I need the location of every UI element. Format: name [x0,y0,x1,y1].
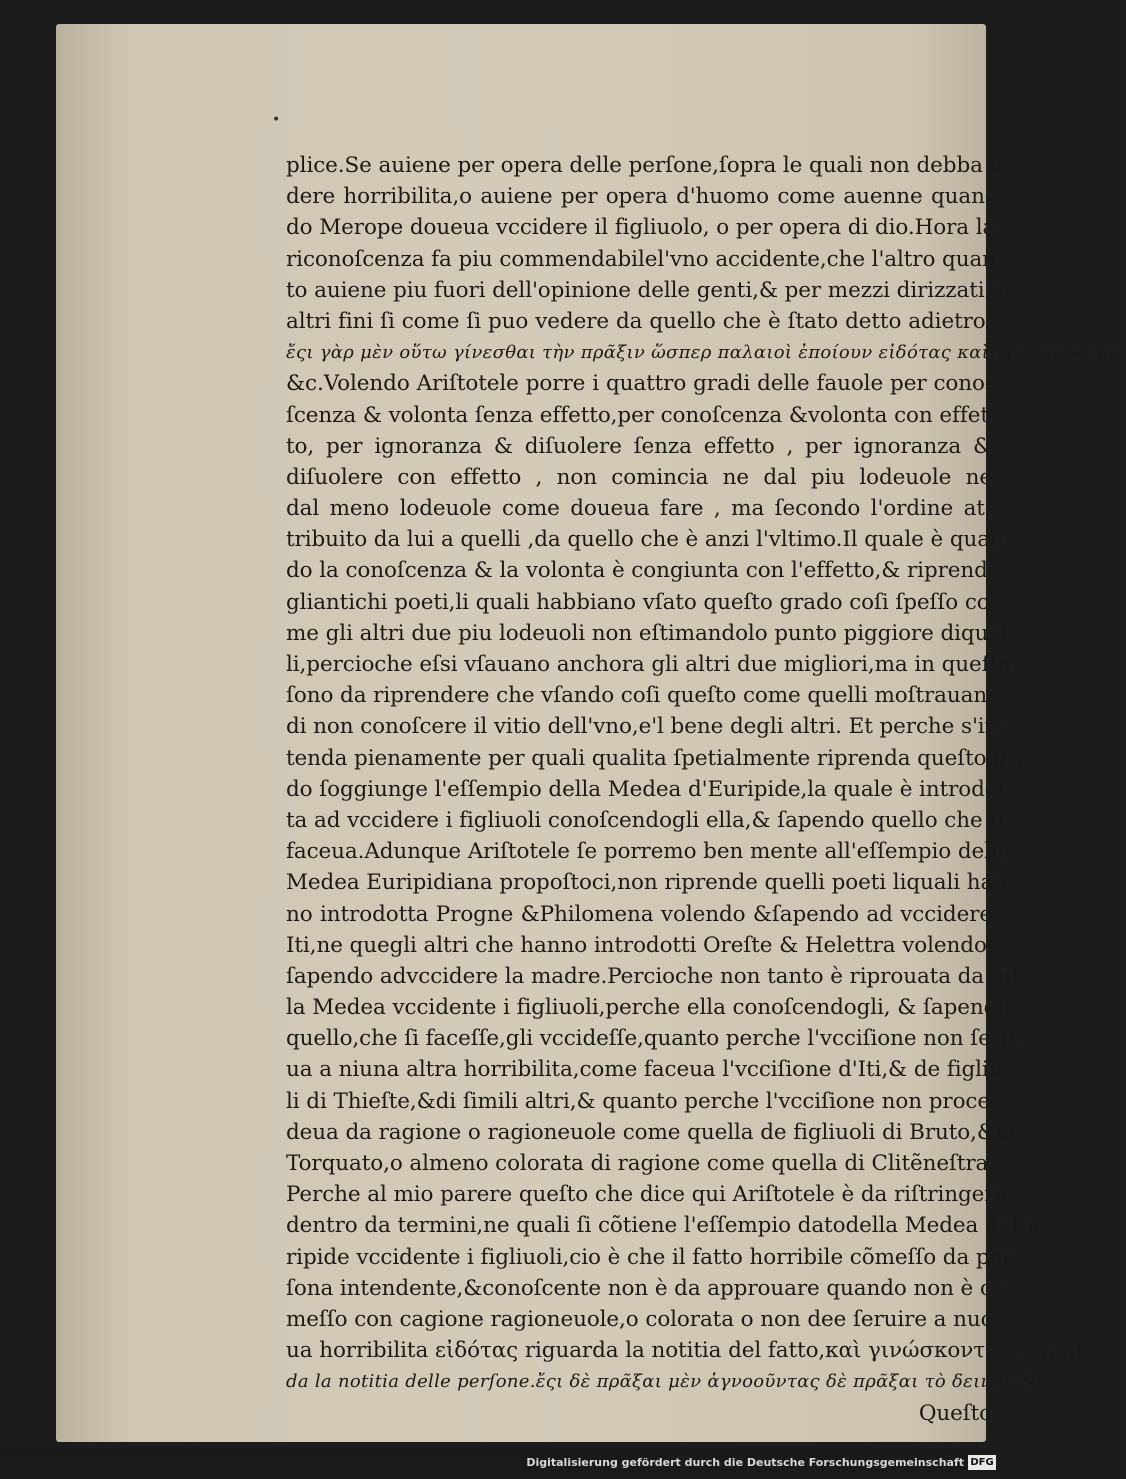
footer-bar [0,1450,1000,1479]
body-text [286,150,1126,1429]
text-line: quello,che ſi faceſſe,gli vccideſſe,quanto perche l'vcciſione non ſerui‑ [286,1026,1029,1052]
text-line: to, per ignoranza & diſuolere ſenza effetto , per ignoranza & [286,433,992,459]
text-line: no introdotta Progne &Philomena volendo &ſapendo ad vccidere [286,901,992,927]
text-line: di non conoſcere il vitio dell'vno,e'l bene degli altri. Et perche s'in‑ [286,714,1006,740]
dfg-logo-icon: DFG [968,1455,996,1470]
text-line: tenda pienamente per quali qualita ſpetialmente riprenda queſto gra [286,745,1030,771]
text-line: ſapendo advccidere la madre.Percioche non tanto è riprouata da lui [286,963,1019,989]
text-line: Iti,ne quegli altri che hanno introdotti Oreſte & Helettra volendo& [286,932,1006,958]
text-line: ἔςι γὰρ μὲν οὕτω γίνεσθαι τὴν πρᾶξιν ὥσπερ παλαιοὶ ἐποίουν εἰδότας καὶ γινώσκοντας, [286,342,1126,364]
text-line: deua da ragione o ragioneuole come quella de figliuoli di Bruto,&di [286,1119,1017,1145]
text-line: me gli altri due piu lodeuoli non eſtimandolo punto piggiore diquel [286,620,1008,646]
text-line: dere horribilita,o auiene per opera d'huomo come auenne quan‑ [286,184,992,210]
text-line: ſono da riprendere che vſando coſi queſto come quelli moſtrauano [286,683,1000,709]
text-line: to auiene piu fuori dell'opinione delle genti,& per mezzi dirizzati ad [286,277,1018,303]
text-line: li di Thieſte,&di ſimili altri,& quanto perche l'vcciſione non proce‑ [286,1088,998,1114]
text-line: Queſto [918,1400,992,1426]
text-line: meſſo con cagione ragioneuole,o colorata o non dee ſeruire a nuo‑ [286,1306,1001,1332]
text-line: dal meno lodeuole come doueua fare , ma ſecondo l'ordine at‑ [286,496,992,522]
text-line: Medea Euripidiana propoſtoci,non riprende quelli poeti liquali han [286,870,1007,896]
text-line: diſuolere con effetto , non comincia ne dal piu lodeuole ne [286,464,992,490]
text-line: li,percioche eſsi vſauano anchora gli altri due migliori,ma in queſto [286,652,1011,677]
text-line: ripide vccidente i figliuoli,cio è che il fatto horribile cõmeſſo da per‑ [286,1244,1020,1270]
text-line: da la notitia delle perſone.ἔςι δὲ πρᾶξαι μὲν ἀγνοοῦντας δὲ πρᾶξαι τὸ δεινὸν &c. [286,1371,1053,1393]
text-line: Torquato,o almeno colorata di ragione come quella di Clitẽneſtra. [286,1151,996,1176]
text-line: &c.Volendo Ariſtotele porre i quattro gradi delle fauole per cono‑ [286,371,992,397]
text-line: Perche al mio parere queſto che dice qui Ariſtotele è da riſtringere [286,1182,1008,1208]
text-line: faceua.Adunque Ariſtotele ſe porremo ben mente all'eſſempio della [286,839,1011,865]
text-line: altri fini ſi come ſi puo vedere da quello che è ſtato detto adietro. [286,308,992,334]
text-line: do ſoggiunge l'eſſempio della Medea d'Euripide,la quale è introdot‑ [286,776,1014,802]
text-line: do Merope doueua vccidere il figliuolo, o per opera di dio.Hora la [286,215,996,241]
text-line: dentro da termini,ne quali ſi cõtiene l'eſſempio datodella Medea d' Eu [286,1213,1041,1239]
text-line: gliantichi poeti,li quali habbiano vſato queſto grado coſi ſpeſſo co‑ [286,589,997,615]
text-line: ua horribilita εἰδότας riguarda la notitia del fatto,καὶ γινώσκοντας riguar‑ [286,1338,1093,1364]
text-line: plice.Se auiene per opera delle perſone,ſopra le quali non debba ca‑ [286,153,1022,178]
text-line: ua a niuna altra horribilita,come faceua l'vcciſione d'Iti,& de figliuo [286,1057,1016,1083]
text-line: ſona intendente,&conoſcente non è da approuare quando non è cõ [286,1275,1005,1301]
text-line: ta ad vccidere i figliuoli conoſcendogli ella,& ſapendo quello che ſi [286,807,1004,833]
text-line: tribuito da lui a quelli ,da quello che è anzi l'vltimo.Il quale è quan [286,527,1004,553]
text-line: ſcenza & volonta ſenza effetto,per conoſcenza &volonta con effet‑ [286,402,997,428]
margin-mark: • [272,112,281,128]
text-line: riconoſcenza fa piu commendabilel'vno accidente,che l'altro quan‑ [286,246,1004,272]
digitization-credit: Digitalisierung gefördert durch die Deutsche Forschungsgemeinschaft [526,1456,964,1469]
text-line: do la conoſcenza & la volonta è congiunta con l'effetto,& riprende [286,558,1001,584]
text-line: la Medea vccidente i figliuoli,perche ella conoſcendogli, & ſapendo [286,995,1011,1021]
